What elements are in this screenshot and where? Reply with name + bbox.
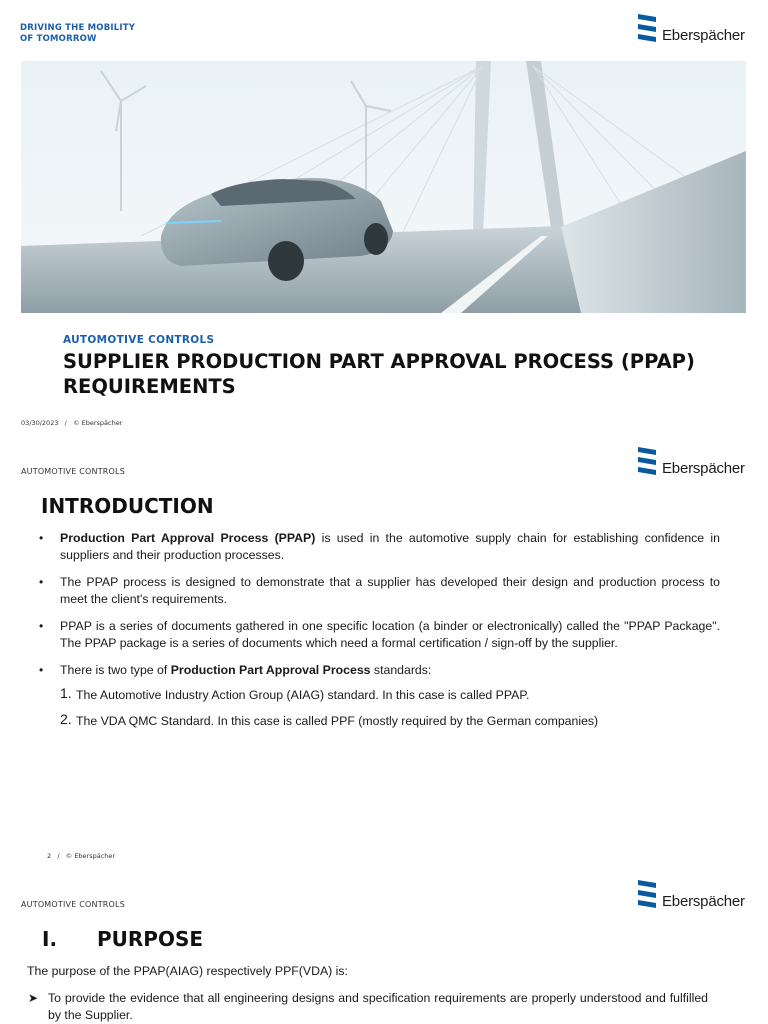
numbered-item-number: 2. — [60, 711, 72, 727]
purpose-heading-text: PURPOSE — [96, 927, 204, 951]
document-title — [63, 349, 723, 399]
bullet-2-text: The PPAP process is designed to demonstrate that a supplier has developed their design and production process to meet the client's requirements. — [60, 575, 720, 606]
tagline-line-2: OF TOMORROW — [20, 34, 97, 44]
purpose-arrow-text: To provide the evidence that all engineering designs and specification requirements are properly understood and fulfilled by the Supplier. — [48, 991, 708, 1022]
footer-separator: / — [64, 419, 67, 427]
hero-image — [21, 61, 746, 313]
bullet-icon: • — [39, 663, 44, 677]
page2-section-label: AUTOMOTIVE CONTROLS — [21, 467, 125, 476]
tagline — [20, 23, 135, 45]
cover-category: AUTOMOTIVE CONTROLS — [63, 334, 215, 346]
eberspaecher-logo-icon — [637, 446, 657, 478]
document-title-line-1: SUPPLIER PRODUCTION PART APPROVAL PROCESS (PPAP) — [63, 350, 695, 373]
numbered-item-text: The VDA QMC Standard. In this case is called PPF (mostly required by the German companies) — [76, 714, 599, 728]
bullet-icon: • — [39, 575, 44, 589]
footer-date: 03/30/2023 — [21, 419, 59, 427]
arrow-bullet-icon: ➤ — [28, 991, 39, 1005]
bullet-icon: • — [39, 531, 44, 545]
page2-brand-logo — [637, 446, 745, 478]
tagline-line-1: DRIVING THE MOBILITY — [20, 23, 136, 33]
document-title-line-2: REQUIREMENTS — [63, 375, 236, 398]
footer-page-number: 2 — [47, 852, 52, 860]
bullet-icon: • — [39, 619, 44, 633]
list-item — [39, 662, 720, 679]
purpose-heading-number: I. — [42, 927, 58, 951]
bullet-1-text: is used in the automotive supply chain for establishing confidence in suppliers and their production processes. — [60, 531, 720, 562]
eberspaecher-logo-icon — [637, 13, 657, 45]
page3-section-label: AUTOMOTIVE CONTROLS — [21, 900, 125, 909]
purpose-heading — [42, 927, 203, 951]
list-item — [39, 618, 720, 652]
bullet-4-bold: Production Part Approval Process — [170, 663, 371, 677]
page3-brand-logo — [637, 879, 745, 911]
intro-bullet-list — [39, 530, 720, 731]
logo-wordmark: Eberspächer — [662, 459, 745, 477]
logo-wordmark: Eberspächer — [662, 26, 745, 44]
footer-separator: / — [57, 852, 60, 860]
footer-copyright: © Eberspächer — [65, 852, 116, 860]
intro-heading: INTRODUCTION — [41, 494, 214, 518]
list-item — [39, 574, 720, 608]
eberspaecher-logo-icon — [637, 879, 657, 911]
purpose-intro: The purpose of the PPAP(AIAG) respectively PPF(VDA) is: — [27, 964, 348, 978]
numbered-item — [60, 685, 720, 705]
purpose-arrow-item — [28, 990, 708, 1024]
bullet-4-text: standards: — [370, 663, 432, 677]
numbered-item-number: 1. — [60, 685, 72, 701]
bullet-3-text: PPAP is a series of documents gathered in one specific location (a binder or electronically) called the "PPAP Package". The PPAP package is a series of documents which need a formal certification / sign-off by the supplier. — [60, 619, 720, 650]
bullet-4-pre: There is two type of — [60, 663, 171, 677]
page2-footer — [47, 852, 115, 860]
brand-logo — [637, 13, 745, 45]
logo-wordmark: Eberspächer — [662, 892, 745, 910]
footer-copyright: © Eberspächer — [73, 419, 123, 427]
bullet-1-bold: Production Part Approval Process (PPAP) — [60, 531, 316, 545]
cover-footer — [21, 419, 122, 427]
list-item — [39, 530, 720, 564]
numbered-item-text: The Automotive Industry Action Group (AIAG) standard. In this case is called PPAP. — [76, 688, 530, 702]
numbered-item — [60, 711, 720, 731]
